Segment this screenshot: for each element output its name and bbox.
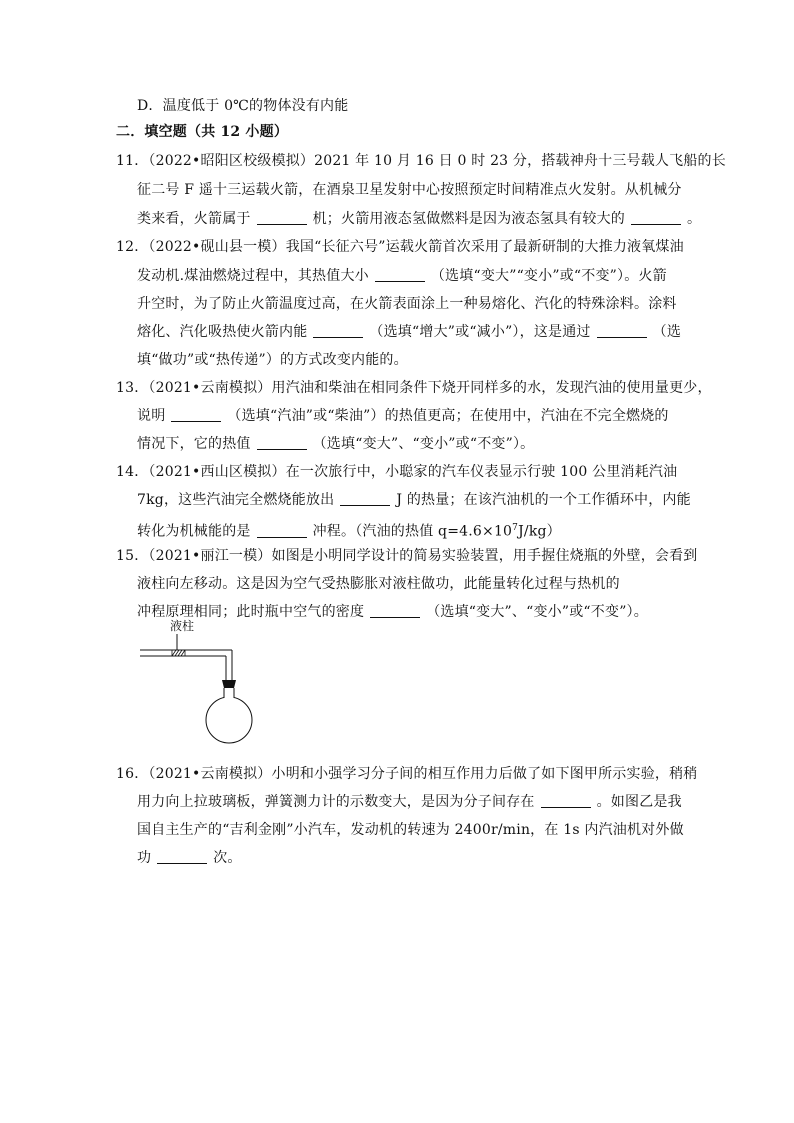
q15-line-1: 15．（2021•丽江一模）如图是小明同学设计的简易实验装置，用手握住烧瓶的外壁，会看到 <box>116 548 698 564</box>
q12-line-4: 熔化、汽化吸热使火箭内能 （选填“增大”或“减小”），这是通过 （选 <box>137 324 682 340</box>
answer-blank[interactable] <box>157 849 207 864</box>
answer-blank[interactable] <box>631 210 681 225</box>
q13-line-1: 13．（2021•云南模拟）用汽油和柴油在相同条件下烧开同样多的水，发现汽油的使用量更少， <box>116 380 712 396</box>
section-heading: 二．填空题（共 12 小题） <box>116 124 289 140</box>
q15-line-2: 液柱向左移动。这是因为空气受热膨胀对液柱做功，此能量转化过程与热机的 <box>137 576 620 592</box>
q12-line-1: 12．（2022•砚山县一模）我国“长征六号”运载火箭首次采用了最新研制的大推力液氧煤油 <box>116 239 684 255</box>
answer-blank[interactable] <box>257 523 307 538</box>
liquid-column <box>172 650 185 656</box>
q12-line-5: 填“做功”或“热传递”）的方式改变内能的。 <box>137 352 408 368</box>
q13-line-2: 说明 （选填“汽油”或“柴油”）的热值更高；在使用中，汽油在不完全燃烧的 <box>137 408 669 424</box>
answer-blank[interactable] <box>257 210 307 225</box>
answer-blank[interactable] <box>375 267 425 282</box>
q12-line-2: 发动机.煤油燃烧过程中，其热值大小 （选填“变大”“变小”或“不变”）。火箭 <box>137 268 667 284</box>
answer-blank[interactable] <box>340 491 390 506</box>
q16-line-2: 用力向上拉玻璃板，弹簧测力计的示数变大，是因为分子间存在 。如图乙是我 <box>137 794 682 810</box>
q14-line-3: 转化为机械能的是 冲程。（汽油的热值 $q=4.6\times 10^7J/kg$） <box>137 523 561 540</box>
option-d: D．温度低于 0℃的物体没有内能 <box>137 98 349 114</box>
q14-line-2: 7kg，这些汽油完全燃烧能放出 J 的热量；在该汽油机的一个工作循环中，内能 <box>137 492 691 508</box>
liquid-column-label: 液柱 <box>170 619 195 633</box>
q16-line-3: 国自主生产的“吉利金刚”小汽车，发动机的转速为 2400r/min，在 1s 内汽油机对外做 <box>137 822 684 838</box>
flask-neck-joint <box>225 696 234 700</box>
q11-line-3: 类来看，火箭属于 机；火箭用液态氢做燃料是因为液态氢具有较大的 。 <box>137 211 702 227</box>
answer-blank[interactable] <box>257 435 307 450</box>
flask-apparatus-figure <box>130 612 270 752</box>
q12-line-3: 升空时，为了防止火箭温度过高，在火箭表面涂上一种易熔化、汽化的特殊涂料。涂料 <box>137 296 677 312</box>
flask-bulb <box>206 697 252 743</box>
answer-blank[interactable] <box>597 323 647 338</box>
q14-line-1: 14．（2021•西山区模拟）在一次旅行中，小聪家的汽车仪表显示行驶 100 公里消耗汽油 <box>116 464 678 480</box>
answer-blank[interactable] <box>171 407 221 422</box>
answer-blank[interactable] <box>541 793 591 808</box>
q16-line-1: 16．（2021•云南模拟）小明和小强学习分子间的相互作用力后做了如下图甲所示实验，稍稍 <box>116 766 698 782</box>
q11-line-2: 征二号 F 遥十三运载火箭，在酒泉卫星发射中心按照预定时间精准点火发射。从机械分 <box>137 182 682 198</box>
flask-stopper <box>222 680 236 688</box>
answer-blank[interactable] <box>313 323 363 338</box>
q11-line-1: 11．（2022•昭阳区校级模拟）2021 年 10 月 16 日 0 时 23 分，搭载神舟十三号载人飞船的长 <box>116 153 726 169</box>
q16-line-4: 功 次。 <box>137 850 242 866</box>
q13-line-3: 情况下，它的热值 （选填“变大”、“变小”或“不变”）。 <box>137 436 535 452</box>
q15-line-3: 冲程原理相同；此时瓶中空气的密度 （选填“变大”、“变小”或“不变”）。 <box>137 604 648 620</box>
answer-blank[interactable] <box>370 603 420 618</box>
